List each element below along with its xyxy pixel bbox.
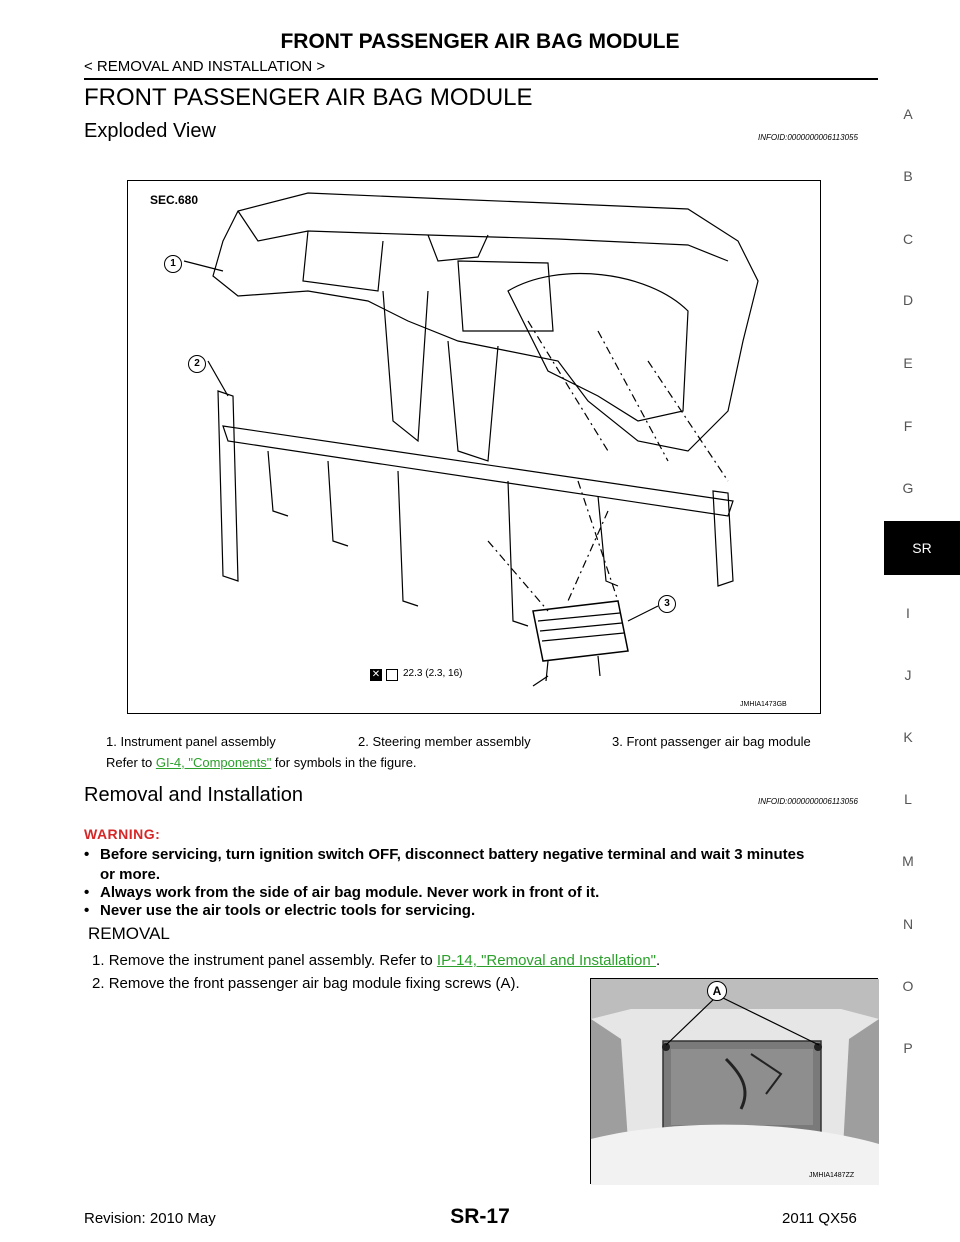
side-tab-b[interactable]: B bbox=[903, 168, 913, 184]
refer-suffix: for symbols in the figure. bbox=[271, 755, 417, 770]
footer-revision: Revision: 2010 May bbox=[84, 1210, 216, 1227]
running-header-section: < REMOVAL AND INSTALLATION > bbox=[84, 58, 326, 75]
warning-bullet-3: • Never use the air tools or electric tools for servicing. bbox=[84, 902, 476, 919]
air-bag-module-photo bbox=[591, 979, 879, 1185]
side-tab-i[interactable]: I bbox=[906, 605, 910, 621]
removal-heading: REMOVAL bbox=[88, 924, 170, 943]
callout-1: 1 bbox=[164, 255, 182, 273]
refer-note bbox=[106, 755, 417, 770]
sec-label: SEC.680 bbox=[150, 193, 199, 207]
running-header-title: FRONT PASSENGER AIR BAG MODULE bbox=[280, 30, 680, 53]
callout-3: 3 bbox=[658, 595, 676, 613]
side-tab-sr-active[interactable]: SR bbox=[884, 521, 960, 575]
callout-2: 2 bbox=[188, 355, 206, 373]
fixing-screws-figure bbox=[590, 978, 878, 1184]
side-tab-o[interactable]: O bbox=[902, 978, 914, 994]
link-ip14-removal[interactable]: IP-14, "Removal and Installation" bbox=[436, 952, 657, 969]
dashboard-illustration bbox=[128, 181, 822, 715]
side-tab-e[interactable]: E bbox=[903, 355, 913, 371]
exploded-view-heading: Exploded View bbox=[84, 120, 216, 142]
figure2-code: JMHIA1487ZZ bbox=[809, 1172, 855, 1179]
replace-icon: ✕ bbox=[371, 669, 381, 680]
side-tab-p[interactable]: P bbox=[903, 1040, 913, 1056]
side-tab-j[interactable]: J bbox=[904, 667, 912, 683]
side-tab-a[interactable]: A bbox=[903, 106, 913, 122]
side-tab-k[interactable]: K bbox=[903, 729, 913, 745]
warning-bullet-2: • Always work from the side of air bag module. Never work in front of it. bbox=[84, 884, 600, 901]
side-tab-f[interactable]: F bbox=[903, 418, 913, 434]
removal-installation-heading: Removal and Installation bbox=[84, 784, 304, 806]
torque-value: 22.3 (2.3, 16) bbox=[403, 668, 463, 679]
side-tab-d[interactable]: D bbox=[902, 292, 914, 308]
warning-bullet-1: • Before servicing, turn ignition switch OFF, disconnect battery negative terminal and wait 3 minutes bbox=[84, 846, 805, 863]
footer-model: 2011 QX56 bbox=[782, 1210, 857, 1227]
step-2: 2. Remove the front passenger air bag module fixing screws (A). bbox=[92, 975, 520, 992]
legend-item-1: 1. Instrument panel assembly bbox=[106, 734, 276, 749]
side-tab-m[interactable]: M bbox=[902, 853, 914, 869]
footer-page-number: SR-17 bbox=[450, 1205, 510, 1228]
header-rule bbox=[84, 78, 878, 80]
side-tab-g[interactable]: G bbox=[902, 480, 914, 496]
warning-bullet-1-cont: or more. bbox=[100, 866, 161, 883]
link-gi4-components[interactable]: GI-4, "Components" bbox=[155, 755, 272, 770]
figure-code: JMHIA1473GB bbox=[740, 701, 787, 708]
legend-item-3: 3. Front passenger air bag module bbox=[612, 734, 811, 749]
exploded-view-infoid: INFOID:0000000006113055 bbox=[758, 133, 858, 142]
page-title: FRONT PASSENGER AIR BAG MODULE bbox=[84, 84, 533, 111]
refer-prefix: Refer to bbox=[106, 755, 156, 770]
legend-item-2: 2. Steering member assembly bbox=[358, 734, 531, 749]
torque-icon bbox=[386, 669, 398, 681]
side-tab-n[interactable]: N bbox=[902, 916, 914, 932]
side-tab-c[interactable]: C bbox=[902, 231, 914, 247]
callout-a: A bbox=[707, 981, 727, 1001]
exploded-view-figure bbox=[127, 180, 821, 714]
side-tab-l[interactable]: L bbox=[904, 791, 912, 807]
warning-label: WARNING: bbox=[84, 826, 161, 842]
step-1: 1. Remove the instrument panel assembly. Refer to IP-14, "Removal and Installation". bbox=[92, 952, 661, 969]
removal-installation-infoid: INFOID:0000000006113056 bbox=[758, 797, 858, 806]
